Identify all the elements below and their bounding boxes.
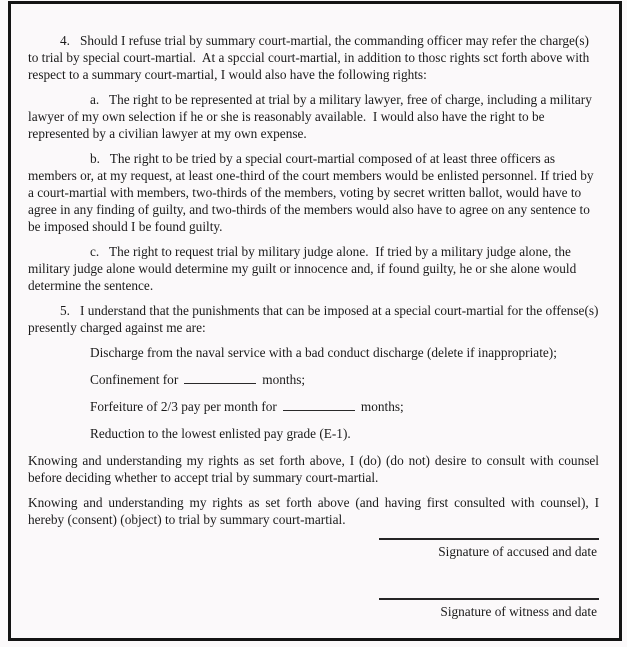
- signature-line-witness: [379, 598, 599, 600]
- subparagraph-a-military-lawyer: a. The right to be represented at trial by a military lawyer, free of charge, including a military lawyer of my own selection if he or she is reasonably available. I would also have the right to be represented by a civilian lawyer at my own expense.: [28, 92, 596, 141]
- punishment-reduction: Reduction to the lowest enlisted pay grade (E-1).: [90, 426, 351, 441]
- punishment-forfeiture-suffix: months;: [360, 399, 404, 414]
- counsel-consult-paragraph: Knowing and understanding my rights as set forth above, I (do) (do not) desire to consult with counsel before deciding whether to accept trial by summary court-martial.: [28, 453, 599, 485]
- consent-object-paragraph: Knowing and understanding my rights as set forth above (and having first consulted with counsel), I hereby (consent) (object) to trial by summary court-martial.: [28, 495, 599, 527]
- forfeiture-months-blank: [283, 398, 355, 411]
- confinement-months-blank: [184, 371, 256, 384]
- paragraph-5-punishments-intro: 5. I understand that the punishments that can be imposed at a special court-martial for the offense(s) presently charged against me are:: [28, 303, 602, 335]
- punishment-forfeiture-prefix: Forfeiture of 2/3 pay per month for: [90, 399, 277, 414]
- punishment-confinement-prefix: Confinement for: [90, 372, 179, 387]
- document-border: [8, 1, 622, 641]
- punishment-confinement-suffix: months;: [262, 372, 306, 387]
- subparagraph-b-court-members: b. The right to be tried by a special court-martial composed of at least three officers as members or, at my request, at least one-third of the court members would be enlisted personnel. If tried by a court-martial with members, two-thirds of the members, voting by secret written ballot, would have to agree in any finding of guilty, and two-thirds of the members would also have to agree on any sentence to be imposed should I be found guilty.: [28, 151, 597, 234]
- paragraph-4-refuse-trial: 4. Should I refuse trial by summary court-martial, the commanding officer may refer the charge(s) to trial by special court-martial. At a spccial court-martial, in addition to thosc rights sct forth above with respect to a summary court-martial, I would also have the following rights:: [28, 33, 593, 82]
- signature-label-witness: Signature of witness and date: [440, 604, 597, 619]
- punishment-confinement: [90, 371, 599, 388]
- signature-label-accused: Signature of accused and date: [438, 544, 597, 559]
- punishment-discharge: Discharge from the naval service with a bad conduct discharge (delete if inappropriate);: [90, 345, 557, 360]
- signature-line-accused: [379, 538, 599, 540]
- signature-block-witness: [379, 598, 599, 620]
- punishment-forfeiture: [90, 398, 599, 415]
- subparagraph-c-military-judge: c. The right to request trial by military judge alone. If tried by a military judge alone, the military judge alone would determine my guilt or innocence and, if found guilty, he or she alone would determine the sentence.: [28, 244, 580, 293]
- signature-block-accused: [379, 538, 599, 560]
